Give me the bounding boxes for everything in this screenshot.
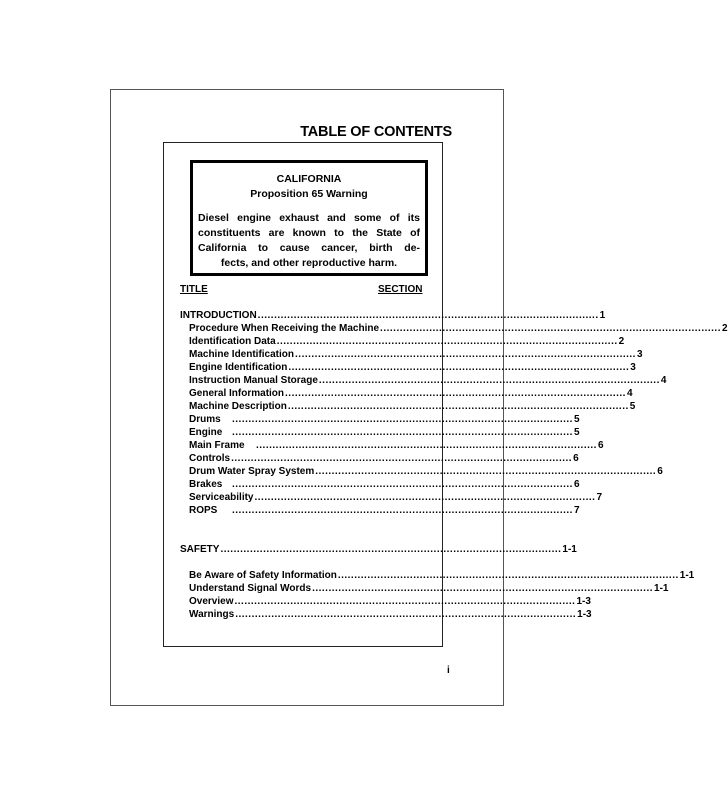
toc-entry-row[interactable] (189, 609, 592, 622)
toc-entry-row[interactable] (189, 323, 728, 336)
leader-dots: ........................................................................................................ (256, 440, 597, 451)
toc-page-number: 6 (573, 479, 580, 490)
leader-dots: ........................................................................................................ (276, 336, 618, 347)
page-title: TABLE OF CONTENTS (300, 124, 452, 140)
leader-dots: ........................................................................................................ (232, 505, 573, 516)
toc-page-number: 1-1 (562, 544, 577, 555)
toc-page-number: 7 (596, 492, 602, 503)
toc-entry-row[interactable] (189, 466, 663, 479)
page-number: i (447, 665, 450, 676)
leader-dots: ........................................................................................................ (318, 375, 660, 386)
toc-page-number: 4 (626, 388, 633, 399)
toc-entry-title: Brakes (189, 479, 223, 490)
toc-entry-title: Machine Identification (189, 349, 295, 360)
leader-dots: ........................................................................................................ (234, 596, 576, 607)
leader-dots: ........................................................................................................ (295, 349, 636, 360)
toc-page-number: 1 (599, 310, 606, 321)
toc-page-number: 2 (722, 323, 728, 334)
toc-entry-title: General Information (189, 388, 285, 399)
toc-entry-row[interactable] (189, 349, 643, 362)
column-header-title: TITLE (180, 284, 208, 295)
toc-entry-row[interactable] (189, 570, 695, 583)
column-header-section: SECTION (378, 284, 423, 295)
toc-entry-row[interactable] (189, 596, 591, 609)
toc-entry-row[interactable] (189, 427, 580, 440)
toc-section-row[interactable] (180, 544, 577, 557)
leader-dots: ........................................................................................................ (235, 609, 577, 620)
leader-dots: ........................................................................................................ (231, 453, 573, 464)
toc-entry-title: Overview (189, 596, 234, 607)
toc-entry-title: Serviceability (189, 492, 254, 503)
toc-page-number: 6 (657, 466, 663, 477)
toc-page-number: 1-1 (679, 570, 695, 581)
toc-page-number: 6 (597, 440, 604, 451)
toc-entry-row[interactable] (189, 388, 633, 401)
toc-page-number: 5 (573, 414, 580, 425)
toc-entry-row[interactable] (189, 479, 580, 492)
toc-entry-title: Be Aware of Safety Information (189, 570, 337, 581)
toc-entry-row[interactable] (189, 505, 580, 518)
toc-entry-title: Drum Water Spray System (189, 466, 315, 477)
toc-entry-title: ROPS (189, 505, 218, 516)
toc-entry-row[interactable] (189, 362, 636, 375)
warning-subheading: Proposition 65 Warning (250, 188, 368, 200)
toc-section-title: INTRODUCTION (180, 310, 257, 321)
leader-dots: ........................................................................................................ (287, 401, 629, 412)
toc-section-row[interactable] (180, 310, 606, 323)
leader-dots: ........................................................................................................ (285, 388, 626, 399)
leader-dots: ........................................................................................................ (337, 570, 679, 581)
toc-page-number: 3 (630, 362, 636, 373)
warning-heading: CALIFORNIA (276, 173, 342, 185)
warning-body-line: California to cause cancer, birth de- (198, 242, 420, 254)
toc-page-number: 7 (573, 505, 580, 516)
toc-page-number: 5 (629, 401, 636, 412)
toc-page-number: 3 (636, 349, 643, 360)
toc-entry-title: Machine Description (189, 401, 287, 412)
toc-entry-title: Understand Signal Words (189, 583, 312, 594)
toc-entry-row[interactable] (189, 492, 602, 505)
warning-body-line: fects, and other reproductive harm. (220, 257, 398, 269)
warning-body-line: Diesel engine exhaust and some of its (198, 212, 420, 224)
leader-dots: ........................................................................................................ (232, 479, 573, 490)
toc-page-number: 6 (573, 453, 579, 464)
toc-page-number: 2 (618, 336, 625, 347)
toc-entry-row[interactable] (189, 401, 636, 414)
toc-entry-row[interactable] (189, 453, 579, 466)
toc-page-number: 4 (660, 375, 667, 386)
toc-entry-title: Instruction Manual Storage (189, 375, 318, 386)
toc-entry-title: Drums (189, 414, 221, 425)
leader-dots: ........................................................................................................ (315, 466, 657, 477)
toc-entry-title: Identification Data (189, 336, 276, 347)
toc-entry-title: Controls (189, 453, 231, 464)
toc-entry-title: Engine Identification (189, 362, 288, 373)
toc-page-number: 1-3 (576, 596, 591, 607)
toc-entry-title: Engine (189, 427, 223, 438)
toc-entry-title: Procedure When Receiving the Machine (189, 323, 380, 334)
toc-entry-row[interactable] (189, 414, 580, 427)
toc-page-number: 1-3 (577, 609, 592, 620)
toc-entry-row[interactable] (189, 440, 604, 453)
leader-dots: ........................................................................................................ (288, 362, 630, 373)
leader-dots: ........................................................................................................ (232, 427, 573, 438)
toc-entry-row[interactable] (189, 583, 669, 596)
leader-dots: ........................................................................................................ (380, 323, 721, 334)
leader-dots: ........................................................................................................ (232, 414, 573, 425)
warning-body-line: constituents are known to the State of (198, 227, 420, 239)
toc-page-number: 5 (573, 427, 580, 438)
leader-dots: ........................................................................................................ (312, 583, 654, 594)
leader-dots: ........................................................................................................ (220, 544, 562, 555)
toc-entry-title: Warnings (189, 609, 235, 620)
leader-dots: ........................................................................................................ (257, 310, 599, 321)
toc-entry-title: Main Frame (189, 440, 245, 451)
toc-entry-row[interactable] (189, 375, 667, 388)
leader-dots: ........................................................................................................ (254, 492, 596, 503)
toc-section-title: SAFETY (180, 544, 220, 555)
toc-entry-row[interactable] (189, 336, 625, 349)
toc-page-number: 1-1 (654, 583, 669, 594)
